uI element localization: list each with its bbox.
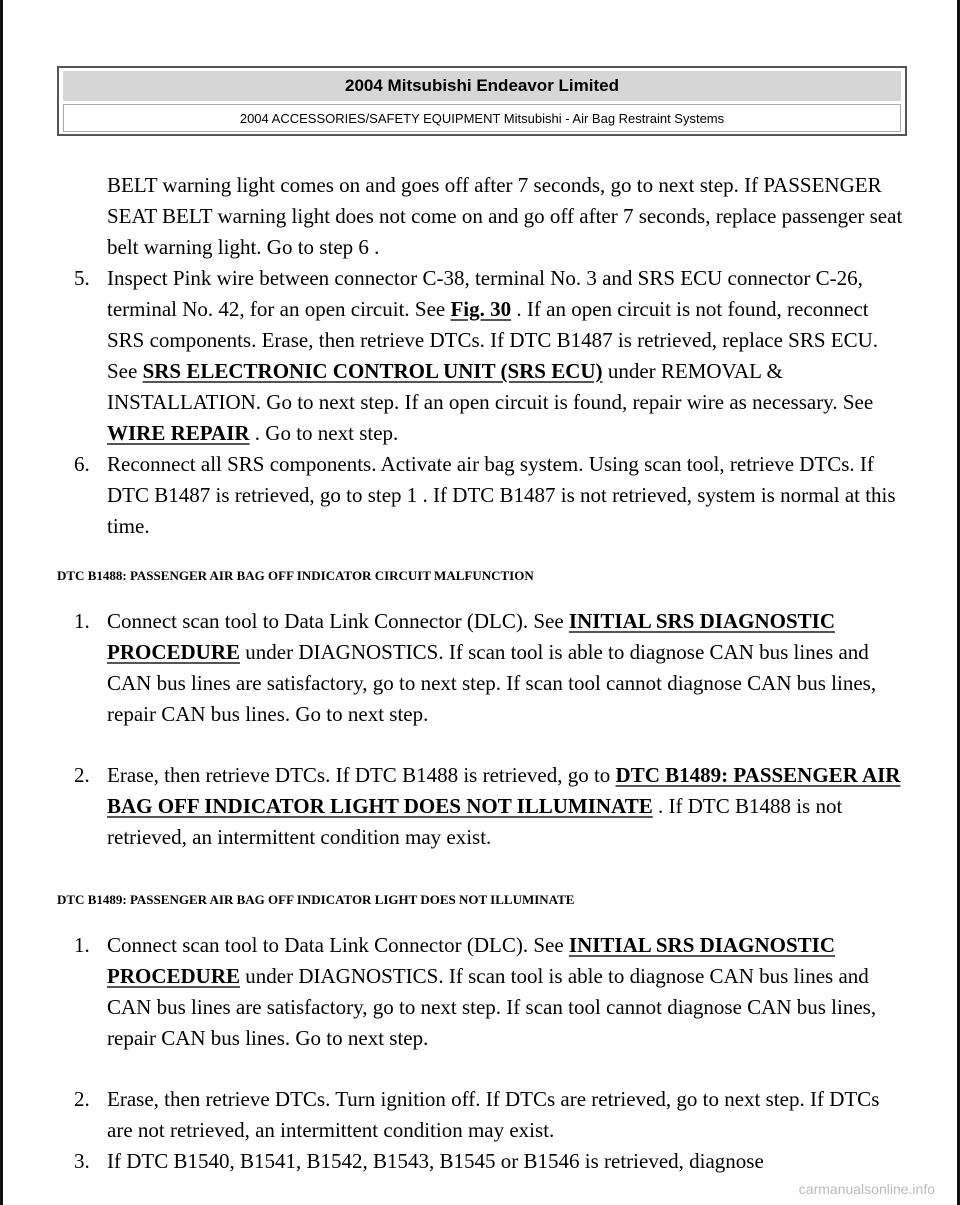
srs-ecu-link[interactable]: SRS ELECTRONIC CONTROL UNIT (SRS ECU) xyxy=(142,359,603,383)
watermark: carmanualsonline.info xyxy=(798,1181,935,1197)
step-text: Erase, then retrieve DTCs. Turn ignition off. If DTCs are retrieved, go to next step. If DTCs are not retrieved, an intermittent condition may exist. xyxy=(107,1087,880,1142)
document-subtitle: 2004 ACCESSORIES/SAFETY EQUIPMENT Mitsubishi - Air Bag Restraint Systems xyxy=(63,104,901,132)
step-text: Connect scan tool to Data Link Connector (DLC). See INITIAL SRS DIAGNOSTIC PROCEDURE under DIAGNOSTICS. If scan tool is able to diagnose CAN bus lines and CAN bus lines are satisfactory, go to next step. If scan tool cannot diagnose CAN bus lines, repair CAN bus lines. Go to next step. xyxy=(107,933,877,1050)
document-header xyxy=(57,66,907,136)
step-number: 2. xyxy=(74,1087,90,1111)
document-title: 2004 Mitsubishi Endeavor Limited xyxy=(63,71,901,101)
step-text: Erase, then retrieve DTCs. If DTC B1488 is retrieved, go to DTC B1489: PASSENGER AIR BAG OFF INDICATOR LIGHT DOES NOT ILLUMINATE . If DTC B1488 is not retrieved, an intermittent condition may exist. xyxy=(107,763,901,849)
dtc-b1489-link[interactable]: DTC B1489: PASSENGER AIR BAG OFF INDICATOR LIGHT DOES NOT ILLUMINATE xyxy=(107,763,901,818)
step-number: 6. xyxy=(74,452,90,476)
step-number: 2. xyxy=(74,763,90,787)
step-number: 3. xyxy=(74,1149,90,1173)
section-heading-b1488: DTC B1488: PASSENGER AIR BAG OFF INDICATOR CIRCUIT MALFUNCTION xyxy=(57,568,534,583)
step-number: 1. xyxy=(74,933,90,957)
section-heading-b1489: DTC B1489: PASSENGER AIR BAG OFF INDICATOR LIGHT DOES NOT ILLUMINATE xyxy=(57,892,575,907)
initial-srs-diagnostic-link[interactable]: INITIAL SRS DIAGNOSTIC PROCEDURE xyxy=(107,933,835,988)
step-number: 1. xyxy=(74,609,90,633)
step-text: Inspect Pink wire between connector C-38, terminal No. 3 and SRS ECU connector C-26, terminal No. 42, for an open circuit. See Fig. 30 . If an open circuit is not found, reconnect SRS components. Erase, then retrieve DTCs. If DTC B1487 is retrieved, replace SRS ECU. See SRS ELECTRONIC CONTROL UNIT (SRS ECU) under REMOVAL & INSTALLATION. Go to next step. If an open circuit is found, repair wire as necessary. See WIRE REPAIR . Go to next step. xyxy=(107,266,879,445)
step-number: 5. xyxy=(74,266,90,290)
intro-paragraph: BELT warning light comes on and goes off after 7 seconds, go to next step. If PASSENGER SEAT BELT warning light does not come on and go off after 7 seconds, replace passenger seat belt warning light. Go to step 6 . xyxy=(107,173,903,259)
step-text: Reconnect all SRS components. Activate air bag system. Using scan tool, retrieve DTCs. If DTC B1487 is retrieved, go to step 1 . If DTC B1487 is not retrieved, system is normal at this time. xyxy=(107,452,896,538)
wire-repair-link[interactable]: WIRE REPAIR xyxy=(107,421,250,445)
initial-srs-diagnostic-link[interactable]: INITIAL SRS DIAGNOSTIC PROCEDURE xyxy=(107,609,835,664)
page-border-left xyxy=(0,0,3,1205)
fig-30-link[interactable]: Fig. 30 xyxy=(450,297,512,321)
step-text: Connect scan tool to Data Link Connector (DLC). See INITIAL SRS DIAGNOSTIC PROCEDURE under DIAGNOSTICS. If scan tool is able to diagnose CAN bus lines and CAN bus lines are satisfactory, go to next step. If scan tool cannot diagnose CAN bus lines, repair CAN bus lines. Go to next step. xyxy=(107,609,877,726)
step-text: If DTC B1540, B1541, B1542, B1543, B1545 or B1546 is retrieved, diagnose xyxy=(107,1149,764,1173)
